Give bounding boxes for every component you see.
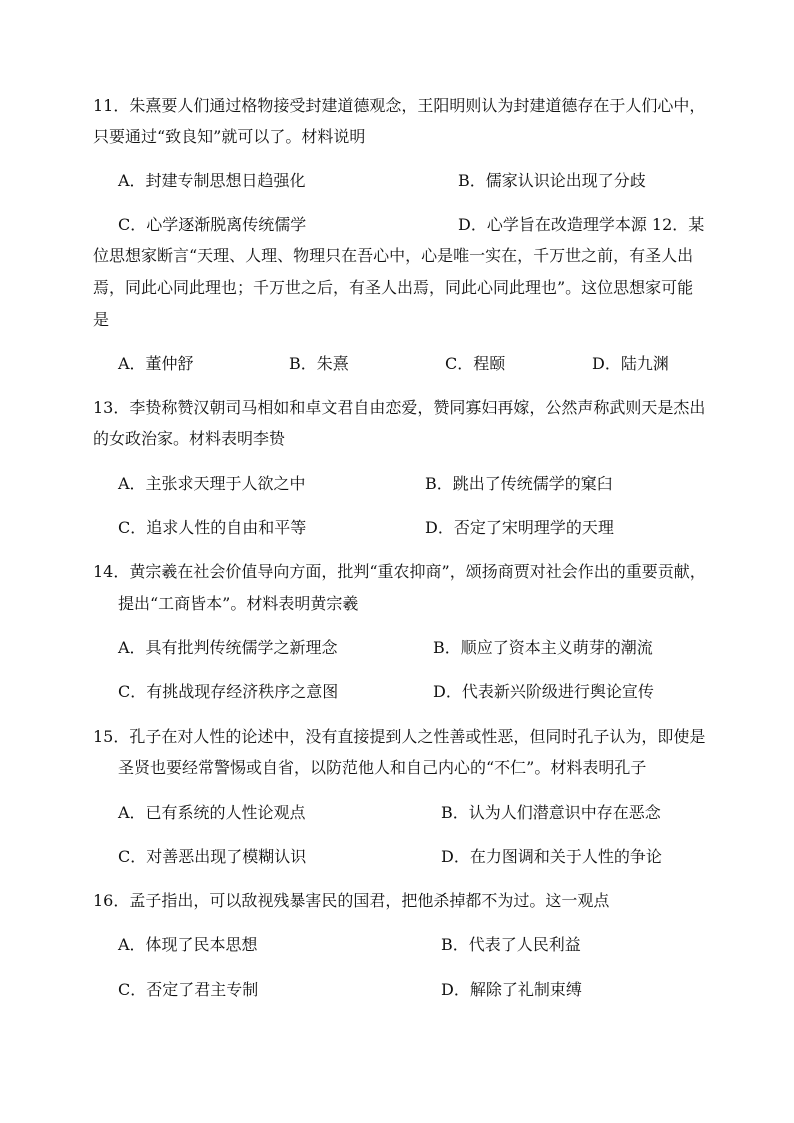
q12-stem-line-3: 是 xyxy=(93,310,110,329)
q13-option-a: A．主张求天理于人欲之中 xyxy=(118,474,306,493)
q11-option-a: A．封建专制思想日趋强化 xyxy=(118,171,306,190)
q15-option-d: D．在力图调和关于人性的争论 xyxy=(441,847,662,866)
q13-option-b: B．跳出了传统儒学的窠臼 xyxy=(425,474,613,493)
q14-option-a: A．具有批判传统儒学之新理念 xyxy=(118,638,338,657)
q12-stem-line-1: 位思想家断言“天理、人理、物理只在吾心中，心是唯一实在，千万世之前，有圣人出 xyxy=(93,246,694,265)
q16-option-d: D．解除了礼制束缚 xyxy=(441,980,582,999)
q16-option-a: A．体现了民本思想 xyxy=(118,935,258,954)
q11-stem-line-2: 只要通过“致良知”就可以了。材料说明 xyxy=(93,127,366,146)
q14-option-b: B．顺应了资本主义萌芽的潮流 xyxy=(433,638,653,657)
q13-option-d: D．否定了宋明理学的天理 xyxy=(425,518,614,537)
q12-option-d: D．陆九渊 xyxy=(592,354,669,373)
q15-stem-line-2: 圣贤也要经常警惕或自省，以防范他人和自己内心的“不仁”。材料表明孔子 xyxy=(118,758,647,777)
q14-option-d: D．代表新兴阶级进行舆论宣传 xyxy=(433,682,654,701)
q12-option-a: A．董仲舒 xyxy=(118,354,194,373)
q11-option-b: B．儒家认识论出现了分歧 xyxy=(458,171,646,190)
q16-option-b: B．代表了人民利益 xyxy=(441,935,581,954)
q13-stem-line-1: 13．李贽称赞汉朝司马相如和卓文君自由恋爱，赞同寡妇再嫁，公然声称武则天是杰出 xyxy=(93,398,706,417)
q12-option-c: C．程颐 xyxy=(445,354,506,373)
q14-stem-line-1: 14．黄宗羲在社会价值导向方面，批判“重农抑商”，颂扬商贾对社会作出的重要贡献， xyxy=(93,562,706,581)
q16-stem-line-1: 16．孟子指出，可以敌视残暴害民的国君，把他杀掉都不为过。这一观点 xyxy=(93,891,610,910)
q12-option-b: B．朱熹 xyxy=(289,354,349,373)
q13-stem-line-2: 的女政治家。材料表明李贽 xyxy=(93,429,286,448)
q15-option-b: B．认为人们潜意识中存在恶念 xyxy=(441,803,661,822)
q16-option-c: C．否定了君主专制 xyxy=(118,980,259,999)
q14-stem-line-2: 提出“工商皆本”。材料表明黄宗羲 xyxy=(118,594,359,613)
q12-stem-line-2: 焉，同此心同此理也；千万世之后，有圣人出焉，同此心同此理也”。这位思想家可能 xyxy=(93,278,694,297)
q13-option-c: C．追求人性的自由和平等 xyxy=(118,518,307,537)
q15-option-a: A．已有系统的人性论观点 xyxy=(118,803,306,822)
q11-option-d: D．心学旨在改造理学本源 12．某 xyxy=(458,215,705,234)
q14-option-c: C．有挑战现存经济秩序之意图 xyxy=(118,682,339,701)
q15-stem-line-1: 15．孔子在对人性的论述中，没有直接提到人之性善或性恶，但同时孔子认为，即使是 xyxy=(93,727,706,746)
q15-option-c: C．对善恶出现了模糊认识 xyxy=(118,847,307,866)
q11-option-c: C．心学逐渐脱离传统儒学 xyxy=(118,215,307,234)
q11-stem-line-1: 11．朱熹要人们通过格物接受封建道德观念，王阳明则认为封建道德存在于人们心中， xyxy=(93,96,706,115)
